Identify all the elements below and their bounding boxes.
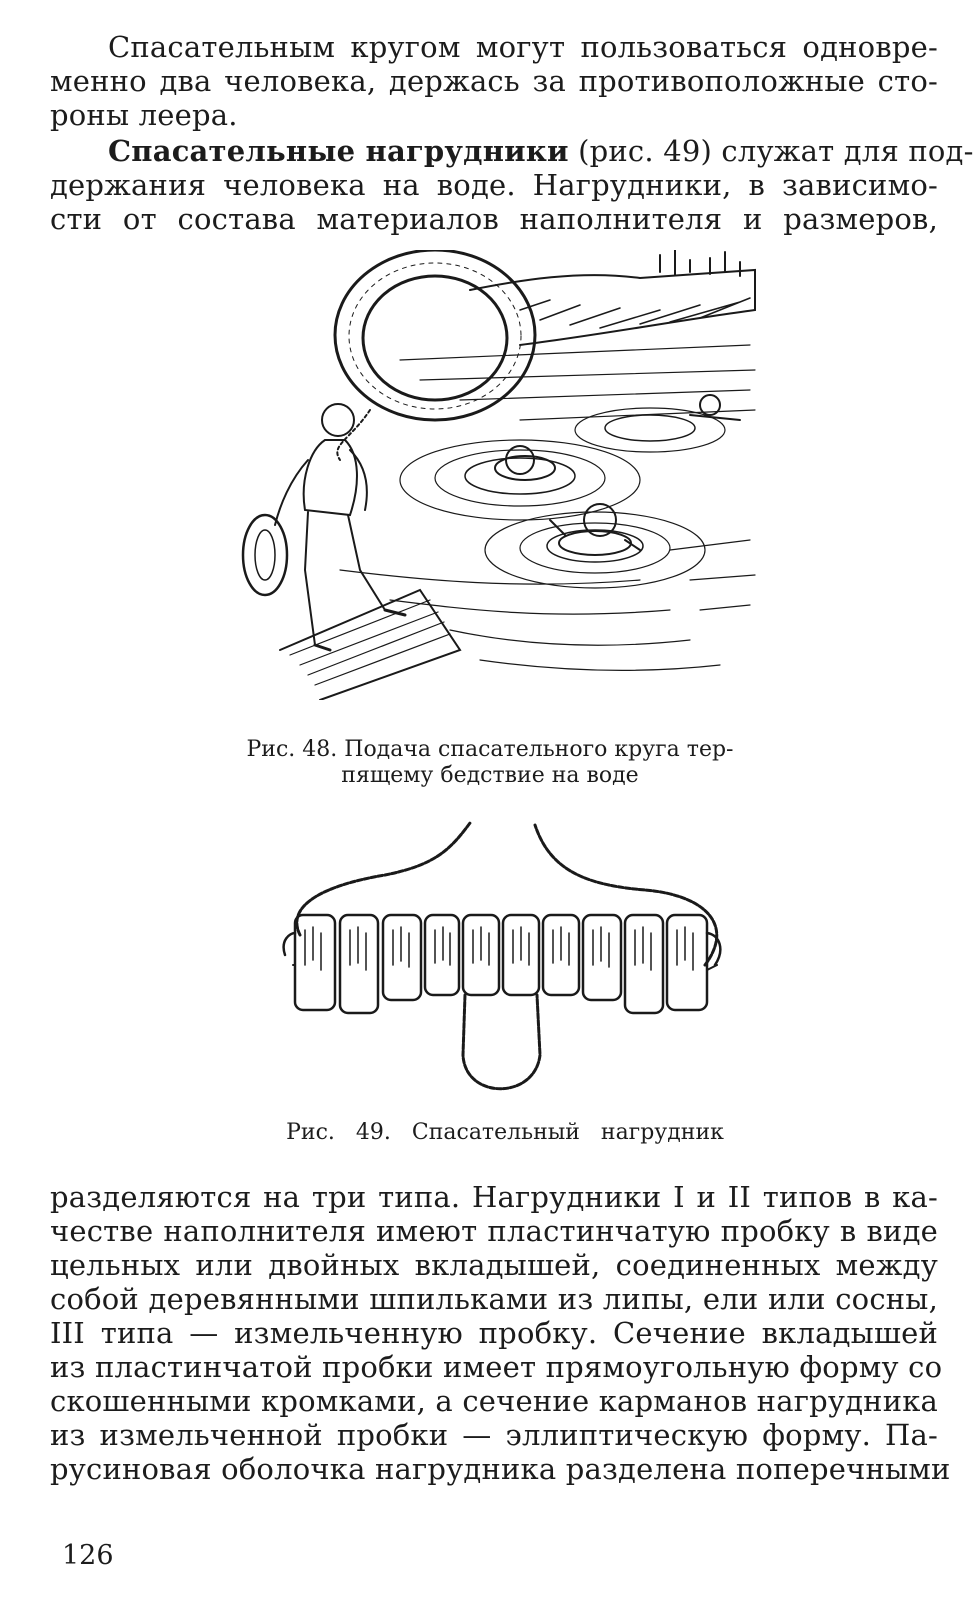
paragraph-line: из пластинчатой пробки имеет прямоугольную форму со [50, 1350, 943, 1384]
paragraph-line: менно два человека, держась за противоположные сто- [50, 64, 938, 98]
figure-48-illustration [220, 250, 765, 700]
figure-49-caption: Рис. 49. Спасательный нагрудник [286, 1120, 724, 1145]
paragraph-line: цельных или двойных вкладышей, соединенных между [50, 1248, 938, 1282]
paragraph-line: русиновая оболочка нагрудника разделена поперечными [50, 1452, 951, 1486]
page-number: 126 [62, 1540, 114, 1571]
paragraph-line: роны леера. [50, 98, 238, 132]
figure-49-illustration [265, 815, 745, 1105]
paragraph-line: III типа — измельченную пробку. Сечение вкладышей [50, 1316, 938, 1350]
paragraph-line: держания человека на воде. Нагрудники, в зависимо- [50, 168, 938, 202]
paragraph-line: Спасательным кругом могут пользоваться одновре- [108, 30, 938, 64]
paragraph-line: скошенными кромками, а сечение карманов нагрудника [50, 1384, 939, 1418]
figure-48-caption: пящему бедствие на воде [341, 763, 639, 788]
paragraph-text: (рис. 49) служат для под- [568, 134, 974, 168]
paragraph-line: разделяются на три типа. Нагрудники I и II типов в ка- [50, 1180, 938, 1214]
paragraph-line: собой деревянными шпильками из липы, ели или сосны, [50, 1282, 938, 1316]
paragraph-line: честве наполнителя имеют пластинчатую пробку в виде [50, 1214, 938, 1248]
figure-48-caption: Рис. 48. Подача спасательного круга тер- [246, 737, 734, 762]
paragraph-line: сти от состава материалов наполнителя и размеров, [50, 202, 938, 236]
paragraph-line [50, 134, 974, 168]
term-lifejacket: Спасательные нагрудники [108, 134, 569, 168]
paragraph-line: из измельченной пробки — эллиптическую форму. Па- [50, 1418, 938, 1452]
